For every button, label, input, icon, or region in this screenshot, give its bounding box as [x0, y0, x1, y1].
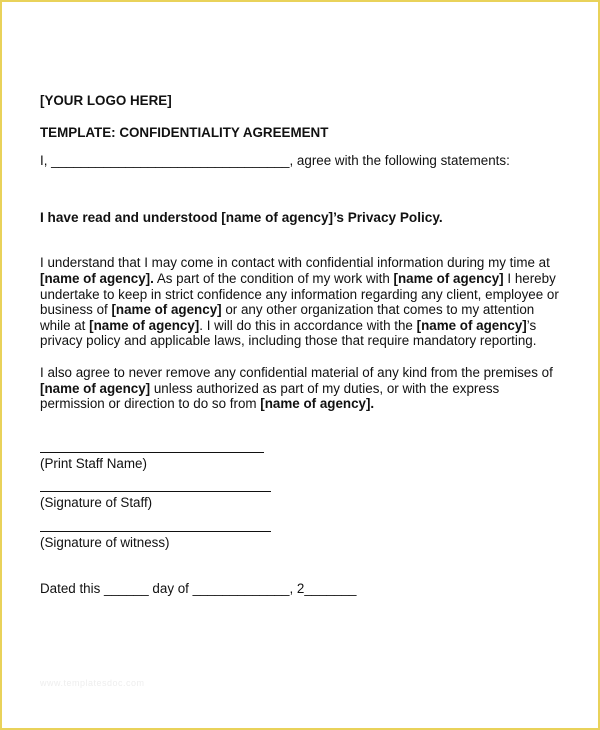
print-name-line — [40, 452, 264, 453]
para2-text-1: I also agree to never remove any confidential material of any kind from the premises of — [40, 364, 553, 380]
signature-block — [40, 452, 565, 551]
staff-signature-line — [40, 491, 271, 492]
print-name-label: (Print Staff Name) — [40, 455, 147, 471]
para2-text-2: unless authorized as part of my duties, or with the express permission or direction to do so from — [40, 380, 500, 412]
para1-text-6: ’s privacy policy and applicable laws, including those that require mandatory reporting. — [40, 317, 537, 349]
watermark: www.templatesdoc.com — [40, 678, 145, 688]
confidentiality-paragraph — [40, 255, 565, 349]
agency-placeholder: [name of agency] — [416, 317, 527, 333]
dated-comma: , 2 — [289, 580, 305, 596]
document-title: TEMPLATE: CONFIDENTIALITY AGREEMENT — [40, 124, 329, 140]
intro-statement — [40, 153, 565, 169]
witness-signature-label: (Signature of witness) — [40, 534, 170, 550]
para1-text-4: or any other organization that comes to my attention while at — [40, 302, 535, 333]
materials-paragraph — [40, 365, 565, 412]
logo-placeholder: [YOUR LOGO HERE] — [40, 93, 172, 108]
intro-suffix: , agree with the following statements: — [289, 153, 510, 169]
intro-prefix: I, — [40, 153, 52, 169]
agency-placeholder: [name of agency] — [111, 302, 222, 318]
dated-line — [40, 581, 565, 597]
agency-placeholder: [name of agency] — [40, 380, 151, 396]
agency-placeholder: [name of agency] — [393, 270, 504, 286]
policy-statement: I have read and understood [name of agency]’s Privacy Policy. — [40, 209, 443, 225]
dated-prefix: Dated this — [40, 580, 105, 596]
print-name-field — [40, 452, 565, 472]
staff-signature-label: (Signature of Staff) — [40, 495, 153, 511]
document-body — [40, 93, 565, 596]
day-blank: ______ — [104, 580, 149, 596]
witness-signature-line — [40, 531, 271, 532]
agency-placeholder: [name of agency] — [89, 317, 200, 333]
staff-signature-field — [40, 491, 565, 511]
year-blank: _______ — [304, 580, 357, 596]
name-blank: ________________________________ — [51, 153, 290, 169]
para1-text-3: I hereby undertake to keep in strict confidence any information regarding any client, employee or business of — [40, 270, 559, 318]
para1-text-5: . I will do this in accordance with the — [199, 317, 417, 333]
para1-text-1: I understand that I may come in contact with confidential information during my time at — [40, 255, 550, 271]
para1-text-2: As part of the condition of my work with — [153, 270, 394, 286]
dated-middle: day of — [148, 580, 193, 596]
agency-placeholder: [name of agency]. — [260, 396, 375, 412]
month-blank: _____________ — [192, 580, 290, 596]
agency-placeholder: [name of agency]. — [40, 270, 154, 286]
witness-signature-field — [40, 531, 565, 551]
